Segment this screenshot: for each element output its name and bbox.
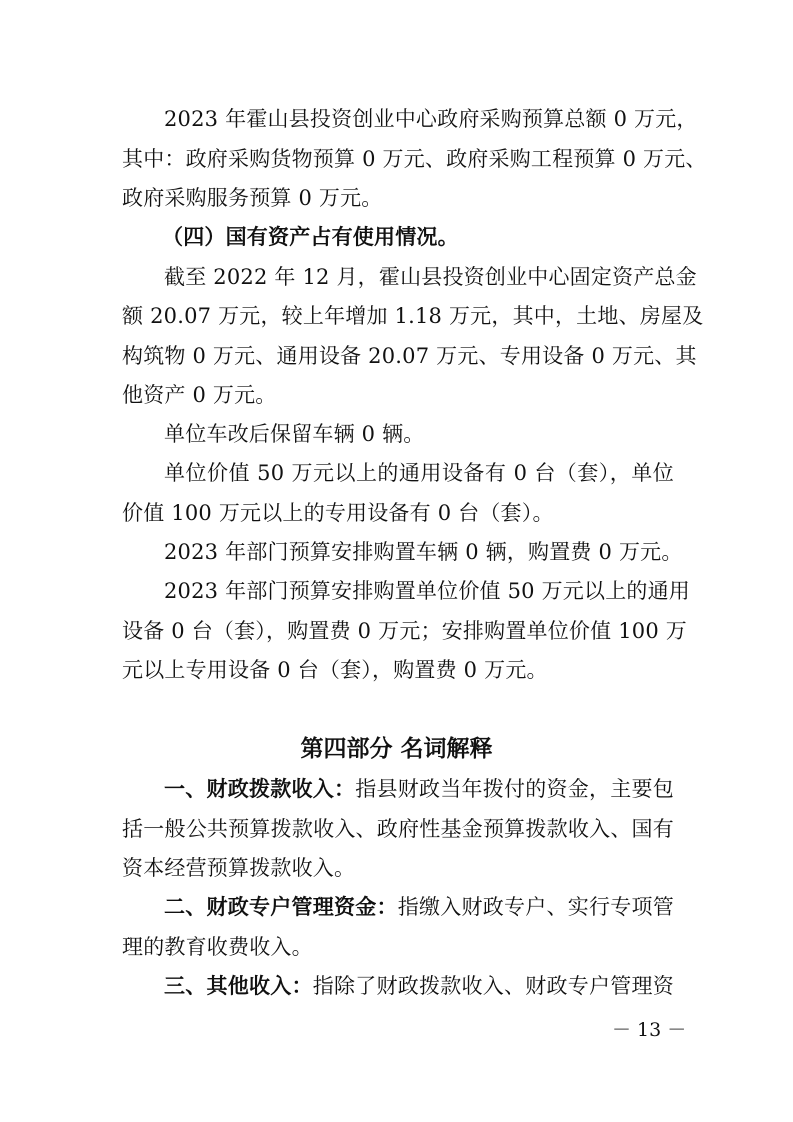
paragraph-line: 设备 0 台（套），购置费 0 万元；安排购置单位价值 100 万 <box>122 619 687 643</box>
paragraph-line: 单位车改后保留车辆 0 辆。 <box>164 422 425 446</box>
paragraph-line: 政府采购服务预算 0 万元。 <box>122 186 383 210</box>
term-line <box>164 775 674 805</box>
term-label: 三、其他收入： <box>164 973 313 998</box>
paragraph-line: 价值 100 万元以上的专用设备有 0 台（套）。 <box>122 501 554 525</box>
section-title: 第四部分 名词解释 <box>300 736 493 762</box>
paragraph-line: 括一般公共预算拨款收入、政府性基金预算拨款收入、国有 <box>122 817 674 841</box>
page-number: － 13 － <box>612 1019 687 1041</box>
term-line <box>164 972 674 1002</box>
paragraph-line: 资本经营预算拨款收入。 <box>122 856 356 880</box>
subsection-heading: （四）国有资产占有使用情况。 <box>162 224 459 249</box>
paragraph-line: 元以上专用设备 0 台（套），购置费 0 万元。 <box>122 658 548 682</box>
paragraph-line: 截至 2022 年 12 月，霍山县投资创业中心固定资产总金 <box>164 265 697 289</box>
paragraph-line: 单位价值 50 万元以上的通用设备有 0 台（套），单位 <box>164 461 674 485</box>
paragraph-line: 2023 年部门预算安排购置单位价值 50 万元以上的通用 <box>164 579 690 603</box>
term-label: 二、财政专户管理资金： <box>164 894 398 919</box>
term-text: 指除了财政拨款收入、财政专户管理资 <box>312 974 674 998</box>
paragraph-line: 2023 年霍山县投资创业中心政府采购预算总额 0 万元， <box>164 107 698 131</box>
term-label: 一、财政拨款收入： <box>164 776 356 801</box>
term-text: 指县财政当年拨付的资金，主要包 <box>355 777 674 801</box>
paragraph-line: 他资产 0 万元。 <box>122 383 277 407</box>
paragraph-line: 额 20.07 万元，较上年增加 1.18 万元，其中，土地、房屋及 <box>122 304 704 328</box>
term-text: 指缴入财政专户、实行专项管 <box>397 895 674 919</box>
term-line <box>164 893 674 923</box>
paragraph-line: 其中：政府采购货物预算 0 万元、政府采购工程预算 0 万元、 <box>122 147 707 171</box>
paragraph-line: 2023 年部门预算安排购置车辆 0 辆，购置费 0 万元。 <box>164 540 683 564</box>
paragraph-line: 构筑物 0 万元、通用设备 20.07 万元、专用设备 0 万元、其 <box>122 344 697 368</box>
paragraph-line: 理的教育收费收入。 <box>122 935 313 959</box>
